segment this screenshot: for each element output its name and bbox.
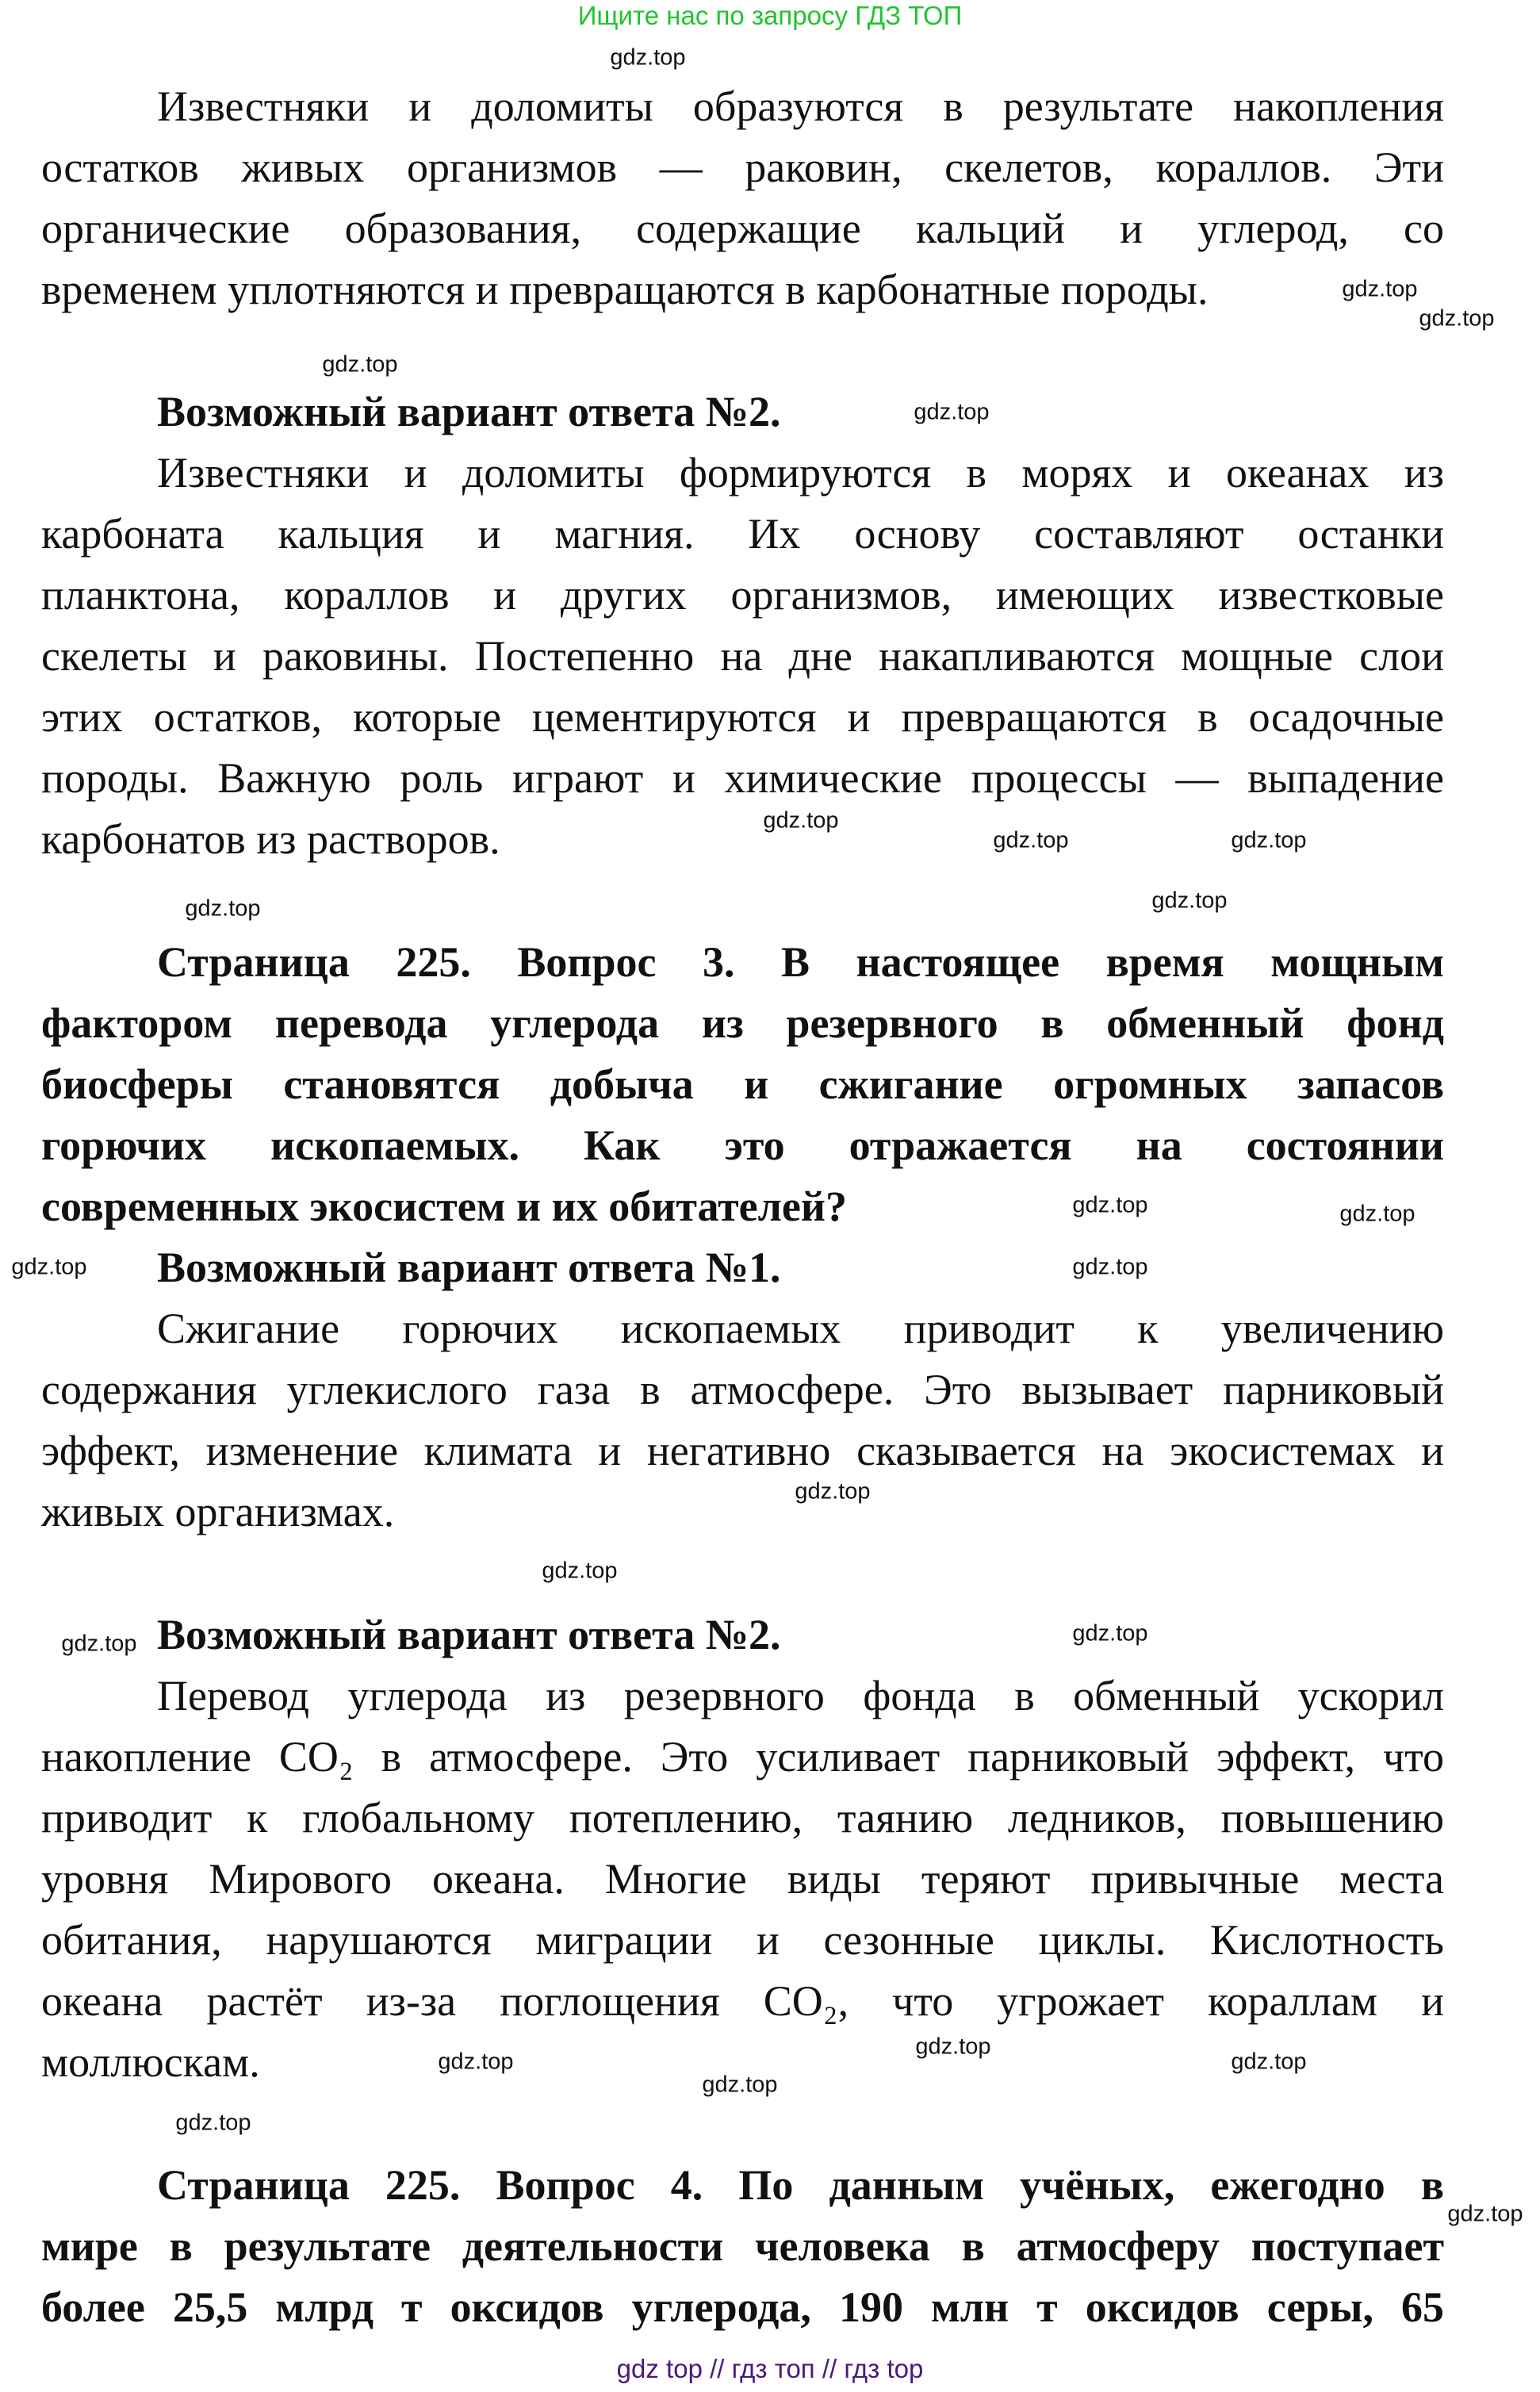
watermark: gdz.top (1339, 1201, 1415, 1227)
watermark: gdz.top (702, 2072, 778, 2098)
text-line: содержания углекислого газа в атмосфере. Это вызывает парниковый (41, 1366, 1444, 1413)
watermark: gdz.top (915, 2034, 991, 2060)
watermark: gdz.top (993, 827, 1069, 853)
text-line: породы. Важную роль играют и химические процессы — выпадение (41, 754, 1444, 802)
text-line: живых организмах. (41, 1488, 395, 1535)
text-line: фактором перевода углерода из резервного в обменный фонд (41, 999, 1444, 1047)
watermark: gdz.top (542, 1558, 618, 1584)
text-line: уровня Мирового океана. Многие виды теряют привычные места (41, 1855, 1444, 1903)
watermark: gdz.top (61, 1631, 137, 1657)
text-line: карбоната кальция и магния. Их основу составляют останки (41, 510, 1444, 558)
question-text (41, 932, 1444, 1237)
text-line: Возможный вариант ответа №2. (157, 388, 781, 435)
text-line: приводит к глобальному потеплению, таянию ледников, повышению (41, 1794, 1444, 1842)
text-line: более 25,5 млрд т оксидов углерода, 190 млн т оксидов серы, 65 (41, 2283, 1444, 2331)
text-line: Сжигание горючих ископаемых приводит к увеличению (157, 1305, 1444, 1352)
text-line: Известняки и доломиты формируются в морях и океанах из (157, 449, 1444, 496)
text-line: планктона, кораллов и других организмов, имеющих известковые (41, 571, 1444, 619)
text-line: эффект, изменение климата и негативно сказывается на экосистемах и (41, 1427, 1444, 1474)
text-line: Возможный вариант ответа №1. (157, 1244, 781, 1291)
text-line: горючих ископаемых. Как это отражается на состоянии (41, 1121, 1444, 1169)
text-line: обитания, нарушаются миграции и сезонные циклы. Кислотность (41, 1916, 1444, 1964)
watermark: gdz.top (610, 44, 686, 71)
watermark: gdz.top (175, 2110, 251, 2136)
answer-paragraph (41, 76, 1444, 320)
watermark: gdz.top (185, 895, 261, 922)
text-line: этих остатков, которые цементируются и превращаются в осадочные (41, 693, 1444, 741)
footer-banner: gdz top // гдз топ // гдз top (616, 2354, 924, 2383)
answer-paragraph (41, 1298, 1444, 1543)
text-line: остатков живых организмов — раковин, скелетов, кораллов. Эти (41, 144, 1444, 191)
text-line: биосферы становятся добыча и сжигание огромных запасов (41, 1060, 1444, 1108)
text-line: временем уплотняются и превращаются в карбонатные породы. (41, 266, 1209, 313)
answer-paragraph (41, 443, 1444, 870)
text-line: Страница 225. Вопрос 3. В настоящее время мощным (157, 938, 1444, 986)
question-text (41, 2155, 1444, 2338)
text-line: Страница 225. Вопрос 4. По данным учёных, ежегодно в (157, 2161, 1444, 2209)
watermark: gdz.top (914, 399, 990, 425)
text-line: Возможный вариант ответа №2. (157, 1611, 781, 1658)
text-line: органические образования, содержащие кальций и углерод, со (41, 205, 1444, 252)
answer-paragraph (41, 1666, 1444, 2093)
text-line: Известняки и доломиты образуются в результате накопления (157, 82, 1444, 130)
watermark: gdz.top (438, 2049, 514, 2075)
watermark: gdz.top (1151, 887, 1228, 914)
watermark: gdz.top (11, 1254, 87, 1280)
text-line: современных экосистем и их обитателей? (41, 1183, 847, 1230)
text-line: карбонатов из растворов. (41, 815, 500, 863)
text-line: океана растёт из-за поглощения CO₂, что угрожает кораллам и (41, 1977, 1444, 2025)
answer-heading (41, 381, 1444, 443)
watermark: gdz.top (1072, 1192, 1148, 1218)
watermark: gdz.top (795, 1478, 871, 1505)
text-line: моллюскам. (41, 2038, 260, 2086)
text-line: мире в результате деятельности человека в атмосферу поступает (41, 2222, 1444, 2270)
watermark: gdz.top (322, 351, 398, 378)
watermark: gdz.top (763, 807, 839, 834)
watermark: gdz.top (1342, 276, 1418, 302)
watermark: gdz.top (1231, 2049, 1307, 2075)
answer-heading (41, 1237, 1444, 1298)
watermark: gdz.top (1231, 827, 1307, 853)
watermark: gdz.top (1072, 1620, 1148, 1646)
search-banner: Ищите нас по запросу ГДЗ ТОП (577, 1, 963, 30)
watermark: gdz.top (1072, 1254, 1148, 1280)
text-line: Перевод углерода из резервного фонда в обменный ускорил (157, 1672, 1444, 1719)
text-line: накопление CO₂ в атмосфере. Это усиливает парниковый эффект, что (41, 1733, 1444, 1781)
answer-heading (41, 1604, 1444, 1666)
watermark: gdz.top (1447, 2201, 1523, 2227)
watermark: gdz.top (1419, 305, 1495, 332)
text-line: скелеты и раковины. Постепенно на дне накапливаются мощные слои (41, 632, 1444, 680)
